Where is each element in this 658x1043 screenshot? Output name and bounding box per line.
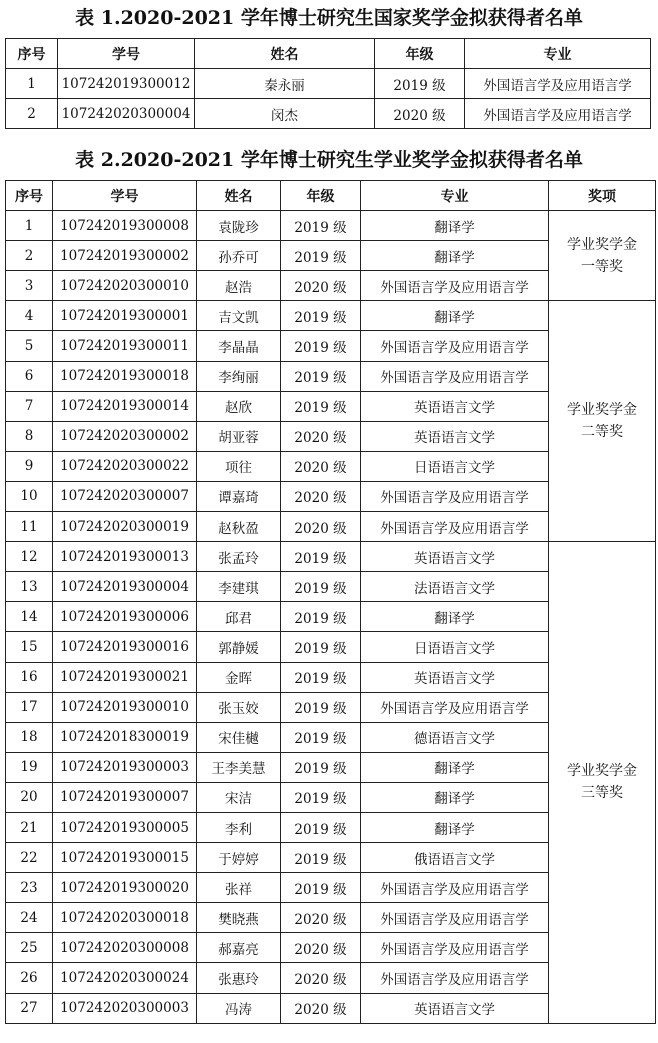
cell-student-id: 107242019300018 [53,361,197,391]
cell-index: 21 [6,812,53,842]
cell-major: 日语语言文学 [361,632,549,662]
cell-major: 翻译学 [361,812,549,842]
cell-student-id: 107242019300005 [53,812,197,842]
cell-student-id: 107242020300018 [53,903,197,933]
cell-grade: 2020 级 [281,481,361,511]
cell-student-id: 107242020300024 [53,963,197,993]
cell-student-id: 107242019300020 [53,873,197,903]
cell-major: 翻译学 [361,211,549,241]
award-line-1: 学业奖学金 [567,402,637,419]
award-line-2: 二等奖 [581,424,623,441]
cell-index: 24 [6,903,53,933]
cell-major: 翻译学 [361,301,549,331]
award-line-1: 学业奖学金 [567,236,637,253]
col-header-name: 姓名 [197,181,281,211]
cell-grade: 2020 级 [281,933,361,963]
cell-grade: 2019 级 [281,722,361,752]
cell-student-id: 107242019300013 [53,542,197,572]
cell-student-id: 107242020300022 [53,451,197,481]
cell-name: 郝嘉亮 [197,933,281,963]
cell-index: 7 [6,391,53,421]
col-header-award: 奖项 [549,181,656,211]
cell-index: 8 [6,421,53,451]
col-header-student-id: 学号 [53,181,197,211]
cell-major: 外国语言学及应用语言学 [361,271,549,301]
cell-award [549,542,656,1024]
cell-index: 12 [6,542,53,572]
cell-major: 翻译学 [361,752,549,782]
cell-grade: 2019 级 [281,572,361,602]
cell-name: 樊晓燕 [197,903,281,933]
cell-name: 李晶晶 [197,331,281,361]
cell-student-id: 107242019300012 [58,69,195,99]
table-row [6,301,656,331]
cell-name: 闵杰 [195,99,375,129]
cell-major: 法语语言文学 [361,572,549,602]
cell-index: 2 [6,99,58,129]
cell-grade: 2019 级 [281,812,361,842]
table2-title: 表 2.2020-2021 学年博士研究生学业奖学金拟获得者名单 [75,149,583,171]
academic-scholarship-table [5,180,656,1024]
award-line-2: 一等奖 [581,258,623,275]
cell-grade: 2019 级 [281,301,361,331]
cell-major: 翻译学 [361,602,549,632]
cell-grade: 2019 级 [281,752,361,782]
cell-student-id: 107242018300019 [53,722,197,752]
cell-grade: 2019 级 [281,241,361,271]
cell-major: 英语语言文学 [361,391,549,421]
cell-name: 赵欣 [197,391,281,421]
cell-student-id: 107242020300010 [53,271,197,301]
cell-student-id: 107242019300016 [53,632,197,662]
cell-name: 金晖 [197,662,281,692]
cell-major: 英语语言文学 [361,662,549,692]
cell-grade: 2020 级 [281,903,361,933]
table-row [6,69,651,99]
cell-grade: 2020 级 [281,421,361,451]
cell-student-id: 107242020300008 [53,933,197,963]
cell-index: 5 [6,331,53,361]
cell-name: 李建琪 [197,572,281,602]
cell-major: 英语语言文学 [361,542,549,572]
col-header-grade: 年级 [375,39,465,69]
cell-student-id: 107242020300004 [58,99,195,129]
cell-grade: 2019 级 [281,391,361,421]
national-scholarship-table [5,38,651,129]
cell-name: 项往 [197,451,281,481]
cell-name: 孙乔可 [197,241,281,271]
cell-grade: 2019 级 [281,211,361,241]
cell-student-id: 107242019300010 [53,692,197,722]
cell-name: 赵秋盈 [197,512,281,542]
cell-student-id: 107242020300002 [53,421,197,451]
cell-major: 外国语言学及应用语言学 [361,692,549,722]
col-header-grade: 年级 [281,181,361,211]
cell-name: 胡亚蓉 [197,421,281,451]
table-row [6,211,656,241]
cell-index: 10 [6,481,53,511]
cell-major: 外国语言学及应用语言学 [361,963,549,993]
cell-name: 秦永丽 [195,69,375,99]
table-header-row [6,39,651,69]
cell-student-id: 107242019300007 [53,782,197,812]
col-header-student-id: 学号 [58,39,195,69]
cell-student-id: 107242020300003 [53,993,197,1023]
cell-index: 22 [6,843,53,873]
cell-grade: 2019 级 [281,662,361,692]
cell-index: 26 [6,963,53,993]
cell-student-id: 107242019300002 [53,241,197,271]
cell-name: 王李美慧 [197,752,281,782]
award-line-1: 学业奖学金 [567,763,637,780]
cell-name: 袁陇珍 [197,211,281,241]
cell-index: 18 [6,722,53,752]
cell-major: 外国语言学及应用语言学 [361,873,549,903]
cell-major: 德语语言文学 [361,722,549,752]
cell-name: 宋洁 [197,782,281,812]
cell-grade: 2019 级 [375,69,465,99]
cell-name: 于婷婷 [197,843,281,873]
cell-student-id: 107242019300011 [53,331,197,361]
cell-index: 3 [6,271,53,301]
cell-name: 张孟玲 [197,542,281,572]
col-header-index: 序号 [6,39,58,69]
table-row [6,542,656,572]
cell-index: 9 [6,451,53,481]
cell-name: 邱君 [197,602,281,632]
cell-index: 27 [6,993,53,1023]
cell-grade: 2019 级 [281,331,361,361]
cell-major: 外国语言学及应用语言学 [361,361,549,391]
cell-student-id: 107242019300006 [53,602,197,632]
cell-index: 2 [6,241,53,271]
cell-index: 17 [6,692,53,722]
cell-grade: 2019 级 [281,873,361,903]
cell-index: 1 [6,69,58,99]
cell-grade: 2019 级 [281,542,361,572]
cell-student-id: 107242020300007 [53,481,197,511]
cell-major: 英语语言文学 [361,993,549,1023]
cell-major: 外国语言学及应用语言学 [361,512,549,542]
award-line-2: 三等奖 [581,785,623,802]
cell-grade: 2019 级 [281,602,361,632]
col-header-major: 专业 [361,181,549,211]
cell-student-id: 107242019300021 [53,662,197,692]
cell-major: 外国语言学及应用语言学 [361,933,549,963]
cell-index: 20 [6,782,53,812]
table1-title: 表 1.2020-2021 学年博士研究生国家奖学金拟获得者名单 [75,7,583,29]
cell-index: 4 [6,301,53,331]
cell-name: 张惠玲 [197,963,281,993]
cell-index: 25 [6,933,53,963]
cell-name: 吉文凯 [197,301,281,331]
cell-name: 谭嘉琦 [197,481,281,511]
cell-student-id: 107242019300015 [53,843,197,873]
cell-student-id: 107242019300014 [53,391,197,421]
cell-index: 1 [6,211,53,241]
cell-grade: 2020 级 [281,271,361,301]
col-header-index: 序号 [6,181,53,211]
cell-grade: 2020 级 [281,993,361,1023]
cell-name: 郭静媛 [197,632,281,662]
cell-grade: 2019 级 [281,782,361,812]
cell-major: 外国语言学及应用语言学 [465,69,651,99]
cell-major: 外国语言学及应用语言学 [361,481,549,511]
cell-grade: 2020 级 [281,963,361,993]
table-row [6,99,651,129]
cell-name: 宋佳樾 [197,722,281,752]
col-header-name: 姓名 [195,39,375,69]
cell-index: 16 [6,662,53,692]
cell-grade: 2020 级 [375,99,465,129]
cell-grade: 2019 级 [281,843,361,873]
cell-major: 外国语言学及应用语言学 [361,903,549,933]
cell-name: 李利 [197,812,281,842]
cell-name: 赵浩 [197,271,281,301]
cell-index: 19 [6,752,53,782]
cell-grade: 2019 级 [281,361,361,391]
cell-index: 14 [6,602,53,632]
cell-index: 13 [6,572,53,602]
cell-grade: 2020 级 [281,451,361,481]
cell-index: 6 [6,361,53,391]
cell-name: 冯涛 [197,993,281,1023]
cell-major: 日语语言文学 [361,451,549,481]
table-header-row [6,181,656,211]
cell-student-id: 107242019300004 [53,572,197,602]
cell-index: 15 [6,632,53,662]
cell-student-id: 107242019300003 [53,752,197,782]
cell-name: 张祥 [197,873,281,903]
cell-award [549,211,656,301]
cell-index: 23 [6,873,53,903]
cell-student-id: 107242019300008 [53,211,197,241]
cell-grade: 2020 级 [281,512,361,542]
col-header-major: 专业 [465,39,651,69]
cell-major: 翻译学 [361,782,549,812]
cell-major: 外国语言学及应用语言学 [361,331,549,361]
cell-grade: 2019 级 [281,692,361,722]
cell-major: 俄语语言文学 [361,843,549,873]
cell-student-id: 107242020300019 [53,512,197,542]
cell-name: 李绚丽 [197,361,281,391]
cell-major: 英语语言文学 [361,421,549,451]
cell-index: 11 [6,512,53,542]
cell-name: 张玉姣 [197,692,281,722]
cell-grade: 2019 级 [281,632,361,662]
cell-major: 外国语言学及应用语言学 [465,99,651,129]
cell-award [549,301,656,542]
cell-major: 翻译学 [361,241,549,271]
cell-student-id: 107242019300001 [53,301,197,331]
